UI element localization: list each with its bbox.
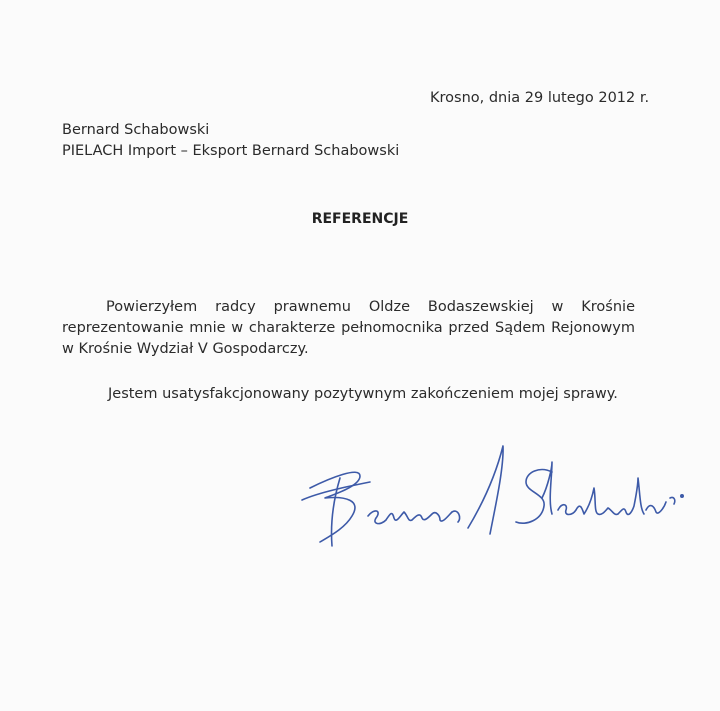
closing-sentence: Jestem usatysfakcjonowany pozytywnym zakończeniem mojej sprawy. [108,386,618,402]
sender-name: Bernard Schabowski [62,122,210,138]
sender-company: PIELACH Import – Eksport Bernard Schabowski [62,143,400,159]
document-title: REFERENCJE [311,211,409,227]
body-paragraph [62,297,635,360]
date-line: Krosno, dnia 29 lutego 2012 r. [430,90,650,106]
paragraph-text: Powierzyłem radcy prawnemu Oldze Bodaszewskiej w Krośnie reprezentowanie mnie w charakterze pełnomocnika przed Sądem Rejonowym w Krośnie Wydział V Gospodarczy. [62,299,635,357]
handwritten-signature [290,438,700,568]
sender-block [62,120,399,162]
